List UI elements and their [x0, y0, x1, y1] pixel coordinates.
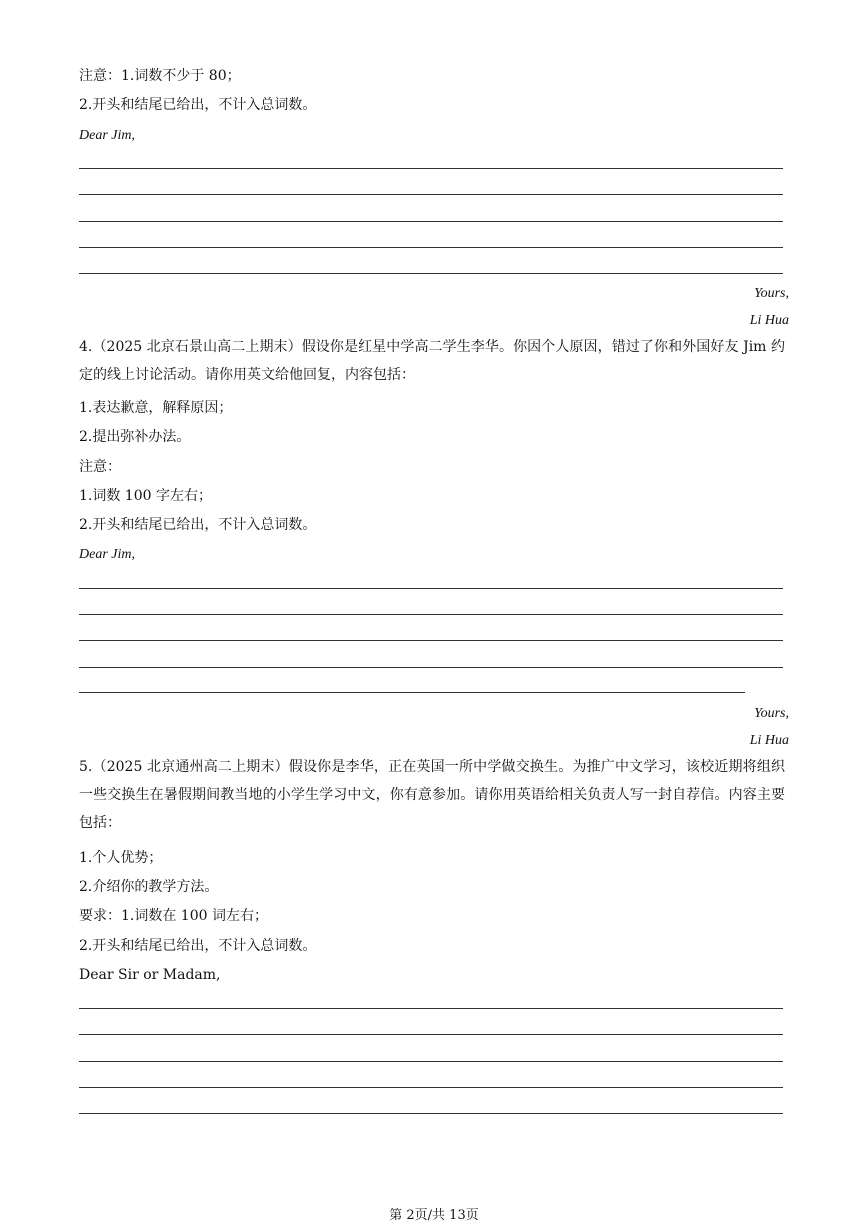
sec4-writing-line-3[interactable] — [79, 640, 783, 641]
sec3-closing: Yours, — [754, 286, 789, 301]
sec4-item1: 1.表达歉意，解释原因； — [79, 400, 233, 416]
sec5-req1: 要求：1.词数在 100 词左右； — [79, 908, 268, 924]
sec5-item2: 2.介绍你的教学方法。 — [79, 879, 219, 895]
sec5-req2: 2.开头和结尾已给出，不计入总词数。 — [79, 938, 317, 954]
sec4-prompt: 4.（2025 北京石景山高二上期末）假设你是红星中学高二学生李华。你因个人原因，错过了你和外国好友 Jim 约定的线上讨论活动。请你用英文给他回复，内容包括： — [79, 339, 785, 383]
sec5-writing-line-4[interactable] — [79, 1087, 783, 1088]
sec3-greeting: Dear Jim, — [79, 128, 135, 143]
sec5-greeting: Dear Sir or Madam, — [79, 967, 221, 983]
sec4-note1: 1.词数 100 字左右； — [79, 488, 212, 504]
sec5-writing-line-3[interactable] — [79, 1061, 783, 1062]
sec5-writing-line-1[interactable] — [79, 1008, 783, 1009]
page-footer: 第 2页/共 13页 — [389, 1208, 479, 1223]
sec5-item1: 1.个人优势； — [79, 850, 163, 866]
sec4-greeting: Dear Jim, — [79, 547, 135, 562]
sec3-signature: Li Hua — [749, 313, 789, 328]
sec4-writing-line-4[interactable] — [79, 667, 783, 668]
sec3-writing-line-2[interactable] — [79, 194, 783, 195]
sec4-closing: Yours, — [754, 706, 789, 721]
sec5-writing-line-5[interactable] — [79, 1113, 783, 1114]
sec4-writing-line-2[interactable] — [79, 614, 783, 615]
sec4-signature: Li Hua — [749, 733, 789, 748]
sec3-writing-line-5[interactable] — [79, 273, 783, 274]
sec3-writing-line-4[interactable] — [79, 247, 783, 248]
sec3-writing-line-1[interactable] — [79, 168, 783, 169]
sec4-note2: 2.开头和结尾已给出，不计入总词数。 — [79, 517, 317, 533]
sec5-prompt: 5.（2025 北京通州高二上期末）假设你是李华，正在英国一所中学做交换生。为推广中文学习，该校近期将组织一些交换生在暑假期间教当地的小学生学习中文，你有意参加。请你用英语给相关负责人写一封自荐信。内容主要包括： — [79, 759, 785, 831]
sec3-writing-line-3[interactable] — [79, 221, 783, 222]
sec4-note-title: 注意： — [79, 459, 121, 475]
sec5-writing-line-2[interactable] — [79, 1034, 783, 1035]
sec3-note-line1: 注意：1.词数不少于 80； — [79, 68, 241, 84]
sec4-writing-line-1[interactable] — [79, 588, 783, 589]
sec4-writing-line-5[interactable] — [79, 692, 745, 693]
sec4-item2: 2.提出弥补办法。 — [79, 429, 191, 445]
sec3-note-line2: 2.开头和结尾已给出，不计入总词数。 — [79, 97, 317, 113]
